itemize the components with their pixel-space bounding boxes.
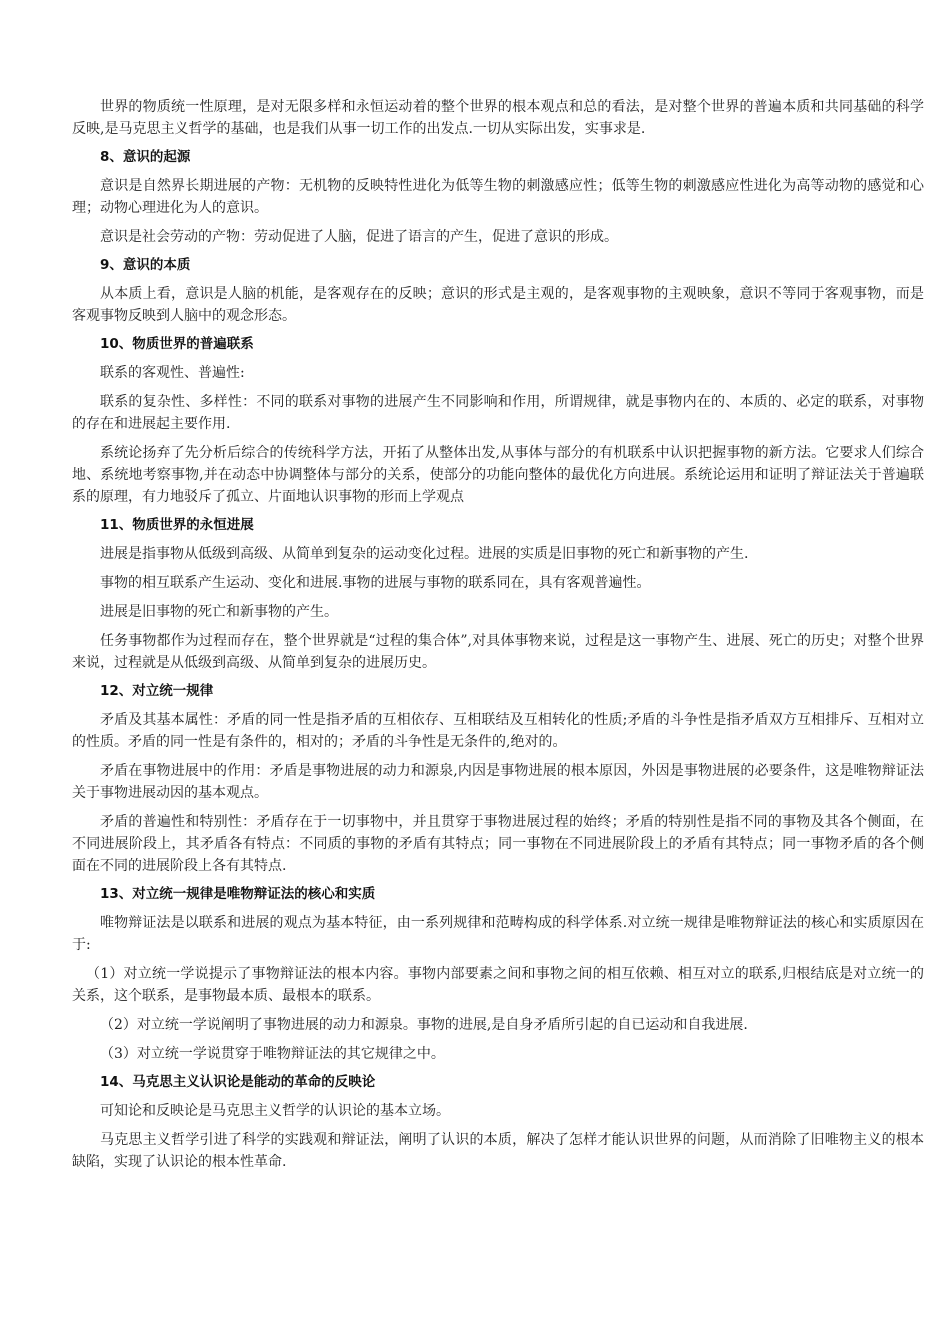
section-heading: 14、马克思主义认识论是能动的革命的反映论 — [100, 1074, 376, 1090]
paragraph: 系统论扬弃了先分析后综合的传统科学方法，开拓了从整体出发,从事体与部分的有机联系中认识把握事物的新方法。它要求人们综合地、系统地考察事物,并在动态中协调整体与部分的关系，使部分的功能向整体的最优化方向进展。系统论运用和证明了辩证法关于普遍联系的原理，有力地驳斥了孤立、片面地认识事物的形而上学观点 — [72, 445, 924, 505]
document-page — [72, 96, 924, 1180]
paragraph: 意识是社会劳动的产物：劳动促进了人脑，促进了语言的产生，促进了意识的形成。 — [100, 229, 618, 245]
paragraph: 矛盾的普遍性和特别性：矛盾存在于一切事物中，并且贯穿于事物进展过程的始终；矛盾的特别性是指不同的事物及其各个侧面，在不同进展阶段上，其矛盾各有特点：不同质的事物的矛盾有其特点；同一事物在不同进展阶段上的矛盾有其特点；同一事物矛盾的各个侧面在不同的进展阶段上各有其特点. — [72, 814, 924, 874]
paragraph: 联系的客观性、普遍性: — [100, 365, 245, 381]
paragraph: 唯物辩证法是以联系和进展的观点为基本特征，由一系列规律和范畴构成的科学体系.对立统一规律是唯物辩证法的核心和实质原因在于: — [72, 915, 924, 953]
paragraph: 事物的相互联系产生运动、变化和进展.事物的进展与事物的联系同在，具有客观普遍性。 — [100, 575, 651, 591]
paragraph: 可知论和反映论是马克思主义哲学的认识论的基本立场。 — [100, 1103, 450, 1119]
section-heading: 11、物质世界的永恒进展 — [100, 517, 254, 533]
numbered-paragraph: （3）对立统一学说贯穿于唯物辩证法的其它规律之中。 — [100, 1046, 445, 1062]
paragraph: 任务事物都作为过程而存在，整个世界就是“过程的集合体”,对具体事物来说，过程是这一事物产生、进展、死亡的历史；对整个世界来说，过程就是从低级到高级、从简单到复杂的进展历史。 — [72, 633, 924, 671]
paragraph: 矛盾及其基本属性：矛盾的同一性是指矛盾的互相依存、互相联结及互相转化的性质;矛盾的斗争性是指矛盾双方互相排斥、互相对立的性质。矛盾的同一性是有条件的，相对的；矛盾的斗争性是无条件的,绝对的。 — [72, 712, 924, 750]
numbered-paragraph: （2）对立统一学说阐明了事物进展的动力和源泉。事物的进展,是自身矛盾所引起的自已运动和自我进展. — [100, 1017, 748, 1033]
paragraph: 进展是旧事物的死亡和新事物的产生。 — [100, 604, 338, 620]
paragraph: 马克思主义哲学引进了科学的实践观和辩证法，阐明了认识的本质，解决了怎样才能认识世界的问题，从而消除了旧唯物主义的根本缺陷，实现了认识论的根本性革命. — [72, 1132, 924, 1170]
paragraph: 矛盾在事物进展中的作用：矛盾是事物进展的动力和源泉,内因是事物进展的根本原因，外因是事物进展的必要条件，这是唯物辩证法关于事物进展动因的基本观点。 — [72, 763, 924, 801]
paragraph: 意识是自然界长期进展的产物：无机物的反映特性进化为低等生物的刺激感应性；低等生物的刺激感应性进化为高等动物的感觉和心理；动物心理进化为人的意识。 — [72, 178, 924, 216]
numbered-paragraph: （1）对立统一学说提示了事物辩证法的根本内容。事物内部要素之间和事物之间的相互依赖、相互对立的联系,归根结底是对立统一的关系，这个联系，是事物最本质、最根本的联系。 — [72, 966, 924, 1004]
section-heading: 9、意识的本质 — [100, 257, 191, 273]
section-heading: 12、对立统一规律 — [100, 683, 214, 699]
section-heading: 10、物质世界的普遍联系 — [100, 336, 254, 352]
paragraph: 进展是指事物从低级到高级、从简单到复杂的运动变化过程。进展的实质是旧事物的死亡和新事物的产生. — [100, 546, 749, 562]
paragraph: 联系的复杂性、多样性：不同的联系对事物的进展产生不同影响和作用，所谓规律，就是事物内在的、本质的、必定的联系，对事物的存在和进展起主要作用. — [72, 394, 924, 432]
paragraph: 从本质上看，意识是人脑的机能，是客观存在的反映；意识的形式是主观的，是客观事物的主观映象，意识不等同于客观事物，而是客观事物反映到人脑中的观念形态。 — [72, 286, 924, 324]
section-heading: 13、对立统一规律是唯物辩证法的核心和实质 — [100, 886, 376, 902]
section-heading: 8、意识的起源 — [100, 149, 191, 165]
paragraph: 世界的物质统一性原理，是对无限多样和永恒运动着的整个世界的根本观点和总的看法，是对整个世界的普遍本质和共同基础的科学反映,是马克思主义哲学的基础，也是我们从事一切工作的出发点.一切从实际出发，实事求是. — [72, 99, 924, 137]
